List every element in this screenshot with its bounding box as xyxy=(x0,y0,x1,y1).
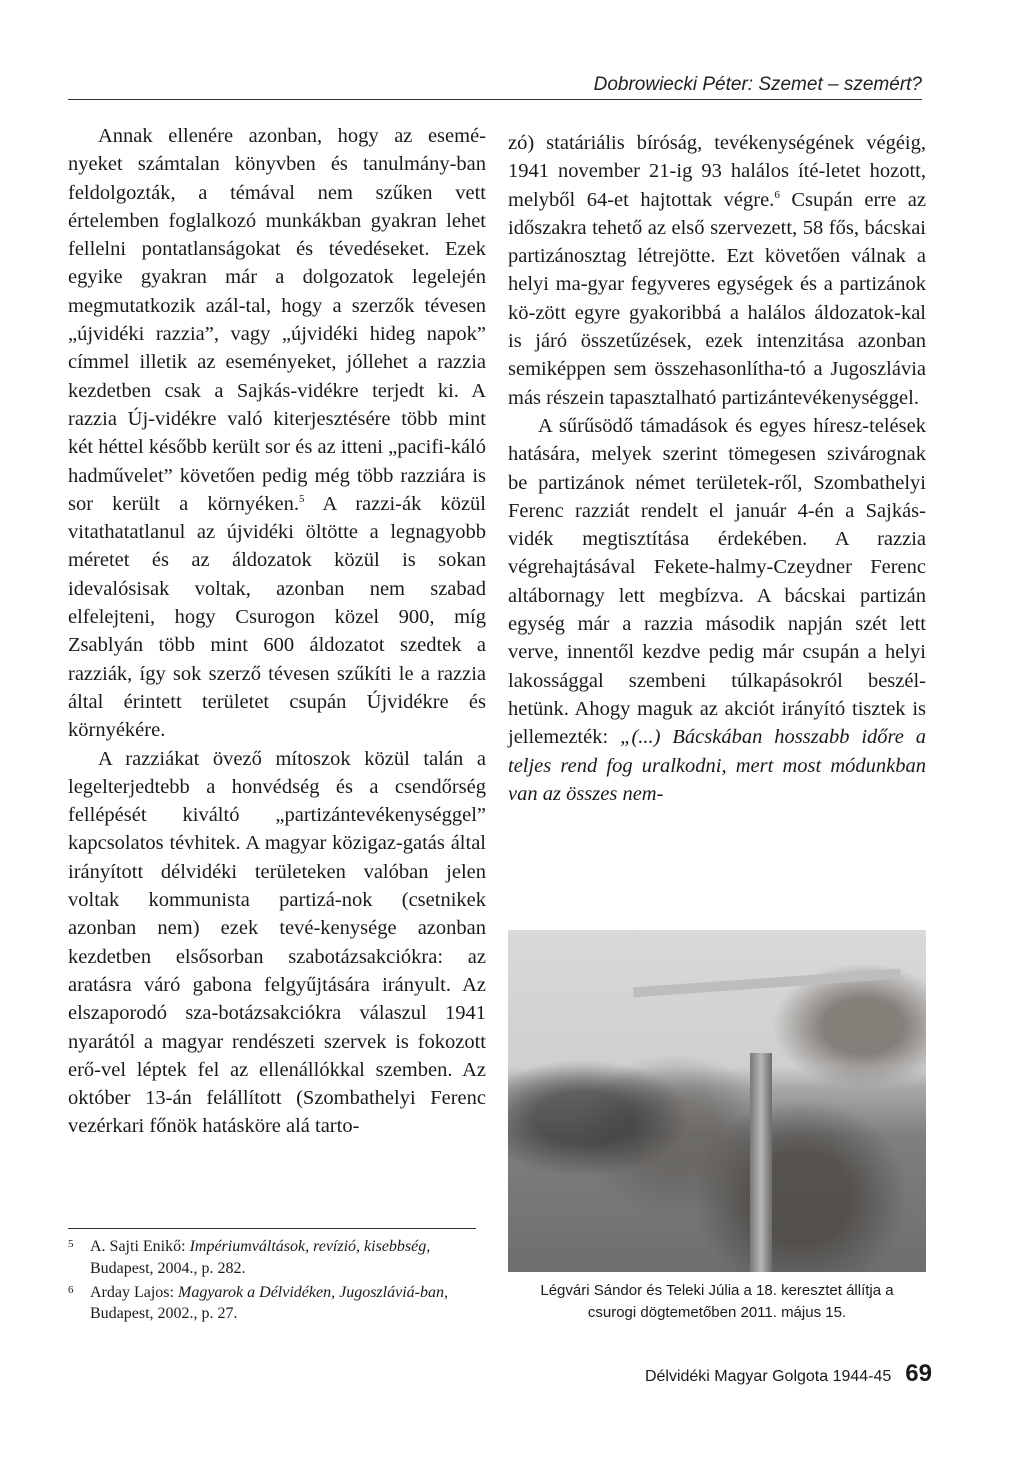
footnote-number: 6 xyxy=(68,1283,74,1296)
photo-cross-post xyxy=(750,1053,772,1272)
quote-text: „(...) Bácskában hosszabb időre a teljes rend fog uralkodni, mert most módunkban van az összes nem- xyxy=(508,726,927,805)
left-paragraph-2: A razziákat övező mítoszok közül talán a legelterjedtebb a honvédség és a csendőrség fellépését kiváltó „partizántevékenységgel” kapcsolatos tévhitek. A magyar közigaz-gatás által irányított délvidéki területeken valóban jelen voltak kommunista partizá-nok (csetnikek azonban nem) ezek tevé-kenysége azonban kezdetben elsősorban szabotázsakciókra: az aratásra váró gabona felgyűjtására irányult. Az elszaporodó sza-botázsakciókra válaszul 1941 nyarától a magyar rendészeti szervek is fokozott erő-vel léptek fel az ellenállókkal szemben. Az október 13-án felállított (Szombathelyi Ferenc vezérkari főnök hatásköre alá tarto- xyxy=(68,747,486,1138)
right-paragraph-2 xyxy=(508,412,926,808)
header-rule xyxy=(68,99,922,100)
right-paragraph-1-text: zó) statáriális bíróság, tevékenységének végéig, 1941 november 21-ig 93 halálos íté-letet hozott, melyből 64-et hajtottak végre. xyxy=(508,132,926,211)
running-head: Dobrowiecki Péter: Szemet – szemért? xyxy=(593,74,922,95)
photo-cross-bar xyxy=(633,969,901,998)
right-paragraph-1 xyxy=(508,129,926,412)
footnote-6 xyxy=(68,1282,476,1326)
page-number: 69 xyxy=(905,1360,932,1387)
footnote-number: 5 xyxy=(68,1238,74,1250)
footnote-title: Impériumváltások, revízió, kisebbség, xyxy=(189,1238,431,1255)
footnote-ref-5[interactable]: 5 xyxy=(299,492,305,505)
footer-title: Délvidéki Magyar Golgota 1944-45 xyxy=(644,1368,892,1385)
footnote-publication: Budapest, 2004., p. 282. xyxy=(90,1259,246,1277)
left-paragraph-1-continuation: A razzi-ák közül vitathatatlanul az újvidéki öltötte a legnagyobb méretet és az áldozatok közül is sokan idevalósisak voltak, azonban nem szabad elfelejteni, hogy Csurogon közel 900, míg Zsablyán több mint 600 áldozatot szedtek a razziák, így sok szerző tévesen szűkíti le a razzia által érintett területet csupán Újvidékre és környékére. xyxy=(68,492,486,742)
footnotes xyxy=(68,1236,476,1327)
footnote-title: Magyarok a Délvidéken, Jugoszláviá-ban, xyxy=(177,1283,448,1301)
footnote-author: Arday Lajos: xyxy=(90,1283,178,1301)
left-paragraph-1 xyxy=(68,122,486,745)
photo-cross-raising xyxy=(508,930,926,1272)
right-paragraph-2-text: A sűrűsödő támadások és egyes híresz-telések hatására, melyek szerint tömegesen szivárognak be partizánok német területek-ről, Szombathelyi Ferenc razziát rendelt el január 4-én a Sajkás-vidék megtisztítása érdekében. A razzia végrehajtásával Fekete-halmy-Czeydner Ferenc altábornagy lett megbízva. A bácskai partizán egység már a razzia második napján szét lett verve, innentől kezdve pedig már csupán a helyi lakossággal szembeni túlkapásokról beszél-hetünk. Ahogy maguk az akciót irányító tisztek is jellemezték: xyxy=(508,414,926,749)
left-column xyxy=(68,122,486,1141)
footnote-5 xyxy=(68,1236,476,1280)
caption-line-2: csurogi dögtemetőben 2011. május 15. xyxy=(587,1304,847,1321)
right-column xyxy=(508,129,926,808)
caption-line-1: Légvári Sándor és Teleki Júlia a 18. keresztet állítja a xyxy=(540,1282,894,1299)
right-paragraph-1-continuation: Csupán erre az időszakra tehető az első szervezett, 58 fős, bácskai partizánosztag létrejötte. Ezt követően válnak a helyi ma-gyar fegyveres egységek és a partizánok kö-zött egyre gyakoribbá a halálos áldozatok-kal is járó összetűzések, ezek intenzitása azonban semiképpen sem összehasonlítha-tó a Jugoszlávia más részein tapasztalható partizántevékenységgel. xyxy=(508,188,926,409)
footnote-publication: Budapest, 2002., p. 27. xyxy=(90,1305,238,1323)
footnote-author: A. Sajti Enikő: xyxy=(90,1238,190,1255)
footnote-ref-6[interactable]: 6 xyxy=(774,188,780,201)
photo-caption xyxy=(508,1280,926,1324)
page-footer xyxy=(645,1360,932,1388)
footnote-rule xyxy=(68,1228,476,1229)
left-paragraph-1-text: Annak ellenére azonban, hogy az esemé-nyeket számtalan könyvben és tanulmány-ban feldolgozták, a témával nem szűken vett értelemben foglalkozó munkákban gyakran lehet fellelni pontatlanságokat és tévedéseket. Ezek egyike gyakran már a dolgozatok legelején megmutatkozik azál-tal, hogy a szerzők tévesen „újvidéki razzia”, vagy „újvidéki hideg napok” címmel illetik az eseményeket, jóllehet a razzia kezdetben csak a Sajkás-vidékre terjedt ki. A razzia Új-vidékre való kiterjesztésére több mint két héttel később került sor és az itteni „pacifi-káló hadművelet” követően pedig még több razziára is sor került a környéken. xyxy=(68,125,486,515)
